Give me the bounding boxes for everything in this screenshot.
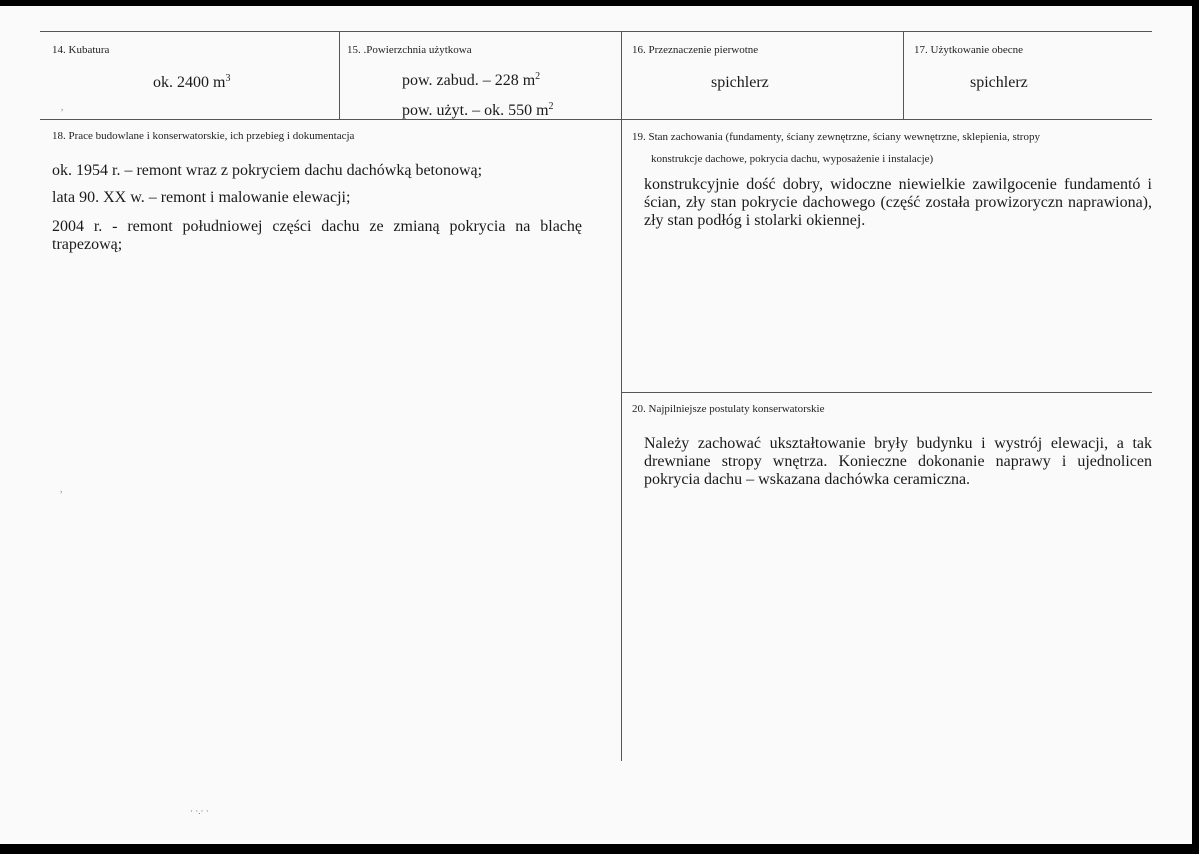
field-14-value-sup: 3 [225,73,231,84]
row1-bottom-rule [40,119,1152,120]
field-19-label: 19. Stan zachowania (fundamenty, ściany zewnętrzne, ściany wewnętrzne, sklepienia, stropy [632,131,1040,143]
right-col-divider-rule [621,392,1152,393]
field-18-entry-1: ok. 1954 r. – remont wraz z pokryciem dachu dachówką betonową; [52,162,483,179]
field-16-value: spichlerz [711,74,769,91]
field-15-label: 15. .Powierzchnia użytkowa [347,44,472,56]
col-divider-14-15 [339,31,340,120]
field-14-value-text: ok. 2400 m [153,74,226,91]
scan-speck: , [61,102,64,112]
col-divider-main [621,31,622,761]
field-17-value: spichlerz [970,74,1028,91]
form-sheet [0,6,1192,844]
scan-speck: · ·.· · [190,806,209,816]
scan-speck: , [60,484,63,494]
field-15-line1-sup: 2 [535,71,541,82]
field-17-label: 17. Użytkowanie obecne [914,44,1024,56]
col-divider-16-17 [903,31,904,120]
top-rule [40,31,1152,32]
field-18-entry-2: lata 90. XX w. – remont i malowanie elewacji; [52,189,351,206]
field-19-label-cont: konstrukcje dachowe, pokrycia dachu, wyposażenie i instalacje) [651,153,934,165]
field-15-line1-text: pow. zabud. – 228 m [402,72,536,89]
field-15-line2 [402,102,554,120]
field-15-line1 [402,72,540,90]
field-16-label: 16. Przeznaczenie pierwotne [632,44,759,56]
field-20-text: Należy zachować ukształtowanie bryły budynku i wystrój elewacji, a tak drewniane stropy wnętrza. Konieczne dokonanie naprawy i ujednolicen pokrycia dachu – wskazana dachówka ceramiczna. [644,435,1152,488]
field-15-line2-sup: 2 [548,101,554,112]
field-20-label: 20. Najpilniejsze postulaty konserwatorskie [632,403,825,415]
field-14-label: 14. Kubatura [52,44,110,56]
field-18-label: 18. Prace budowlane i konserwatorskie, ich przebieg i dokumentacja [52,130,355,142]
field-19-text: konstrukcyjnie dość dobry, widoczne niewielkie zawilgocenie fundamentó i ścian, zły stan pokrycie dachowego (część została prowizoryczn naprawiona), zły stan podłóg i stolarki okiennej. [644,176,1152,229]
field-18-entry-3: 2004 r. - remont południowej części dachu ze zmianą pokrycia na blachę trapezową; [52,218,582,253]
field-15-line2-text: pow. użyt. – ok. 550 m [402,102,549,119]
field-14-value [153,74,230,92]
